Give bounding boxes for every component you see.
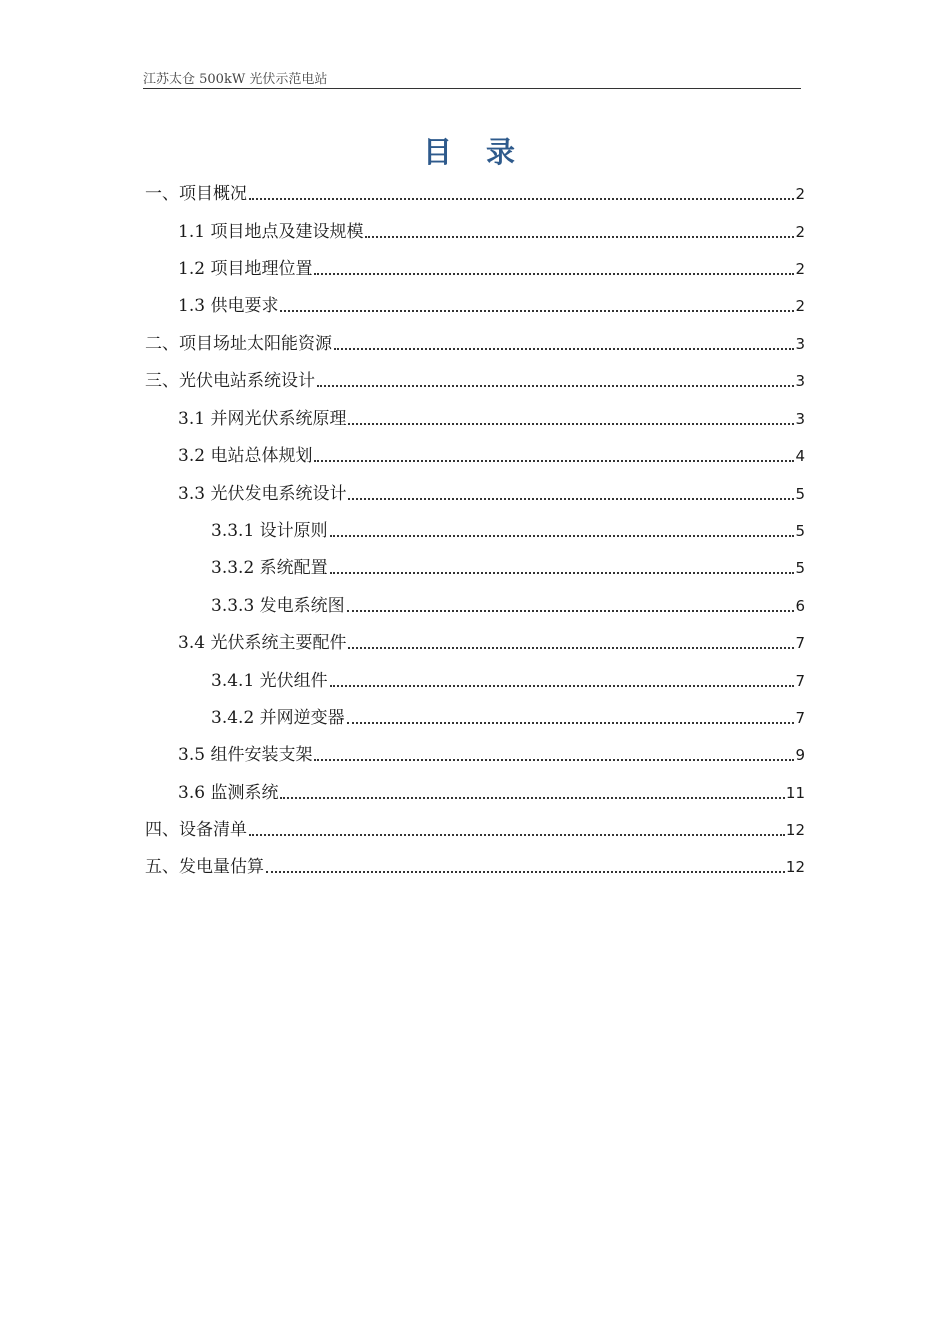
toc-entry-page: 2 (795, 297, 805, 315)
toc-entry-page: 2 (795, 223, 805, 241)
toc-entry-label: 四、设备清单 (145, 820, 247, 840)
toc-dot-leader (365, 236, 794, 238)
toc-entry-page: 3 (795, 335, 805, 353)
toc-entry-label: 3.3.2 系统配置 (211, 558, 328, 578)
toc-entry[interactable] (145, 817, 805, 841)
toc-entry-page: 5 (795, 485, 805, 503)
toc-entry[interactable] (178, 219, 805, 243)
toc-entry-page: 6 (795, 597, 805, 615)
toc-entry[interactable] (178, 742, 805, 766)
toc-dot-leader (266, 871, 785, 873)
toc-dot-leader (314, 460, 794, 462)
toc-entry-page: 5 (795, 522, 805, 540)
toc-entry-label: 3.4.1 光伏组件 (211, 671, 328, 691)
toc-dot-leader (314, 759, 794, 761)
toc-dot-leader (347, 610, 795, 612)
toc-entry[interactable] (145, 854, 805, 878)
toc-entry-page: 12 (785, 858, 805, 876)
toc-entry-label: 二、项目场址太阳能资源 (145, 334, 332, 354)
toc-title: 目 录 (422, 135, 528, 169)
toc-entry[interactable] (211, 593, 805, 617)
toc-entry-label: 三、光伏电站系统设计 (145, 371, 315, 391)
toc-entry[interactable] (145, 181, 805, 205)
toc-dot-leader (330, 535, 795, 537)
toc-entry-page: 7 (795, 672, 805, 690)
toc-dot-leader (347, 722, 795, 724)
toc-dot-leader (249, 834, 785, 836)
toc-dot-leader (317, 385, 794, 387)
toc-entry[interactable] (211, 668, 805, 692)
toc-entry[interactable] (211, 705, 805, 729)
toc-entry-label: 3.4 光伏系统主要配件 (178, 633, 347, 653)
toc-entry-label: 3.3 光伏发电系统设计 (178, 484, 347, 504)
toc-dot-leader (348, 498, 794, 500)
toc-entry[interactable] (178, 406, 805, 430)
toc-entry[interactable] (178, 481, 805, 505)
toc-entry[interactable] (178, 293, 805, 317)
toc-entry[interactable] (211, 555, 805, 579)
toc-entry-label: 1.3 供电要求 (178, 296, 279, 316)
toc-entry-label: 五、发电量估算 (145, 857, 264, 877)
toc-entry-page: 3 (795, 372, 805, 390)
toc-entry[interactable] (145, 368, 805, 392)
toc-entry-page: 7 (795, 709, 805, 727)
toc-entry-label: 3.3.1 设计原则 (211, 521, 328, 541)
toc-entry[interactable] (145, 331, 805, 355)
toc-entry-page: 5 (795, 559, 805, 577)
toc-entry-page: 7 (795, 634, 805, 652)
toc-entry-page: 3 (795, 410, 805, 428)
toc-entry[interactable] (178, 443, 805, 467)
toc-entry-page: 9 (795, 746, 805, 764)
toc-entry-label: 一、项目概况 (145, 184, 247, 204)
toc-dot-leader (348, 647, 794, 649)
toc-dot-leader (249, 198, 794, 200)
toc-entry-label: 1.2 项目地理位置 (178, 259, 313, 279)
toc-dot-leader (334, 348, 794, 350)
toc-entry[interactable] (178, 630, 805, 654)
toc-entry-page: 11 (785, 784, 805, 802)
toc-entry[interactable] (178, 256, 805, 280)
toc-entry-label: 1.1 项目地点及建设规模 (178, 222, 364, 242)
toc-entry[interactable] (211, 518, 805, 542)
toc-dot-leader (280, 797, 784, 799)
toc-entry-page: 4 (795, 447, 805, 465)
toc-dot-leader (330, 572, 795, 574)
toc-dot-leader (330, 685, 795, 687)
toc-entry-page: 2 (795, 185, 805, 203)
toc-dot-leader (314, 273, 794, 275)
toc-entry-page: 12 (785, 821, 805, 839)
header-title: 江苏太仓 500kW 光伏示范电站 (143, 72, 328, 87)
toc-entry[interactable] (178, 780, 805, 804)
toc-entry-label: 3.4.2 并网逆变器 (211, 708, 345, 728)
toc-entry-label: 3.6 监测系统 (178, 783, 279, 803)
toc-entry-label: 3.2 电站总体规划 (178, 446, 313, 466)
toc-entry-label: 3.1 并网光伏系统原理 (178, 409, 347, 429)
toc-dot-leader (348, 423, 794, 425)
toc-dot-leader (280, 310, 794, 312)
toc-entry-label: 3.3.3 发电系统图 (211, 596, 345, 616)
page-header (143, 66, 801, 89)
toc-entry-page: 2 (795, 260, 805, 278)
toc-entry-label: 3.5 组件安装支架 (178, 745, 313, 765)
